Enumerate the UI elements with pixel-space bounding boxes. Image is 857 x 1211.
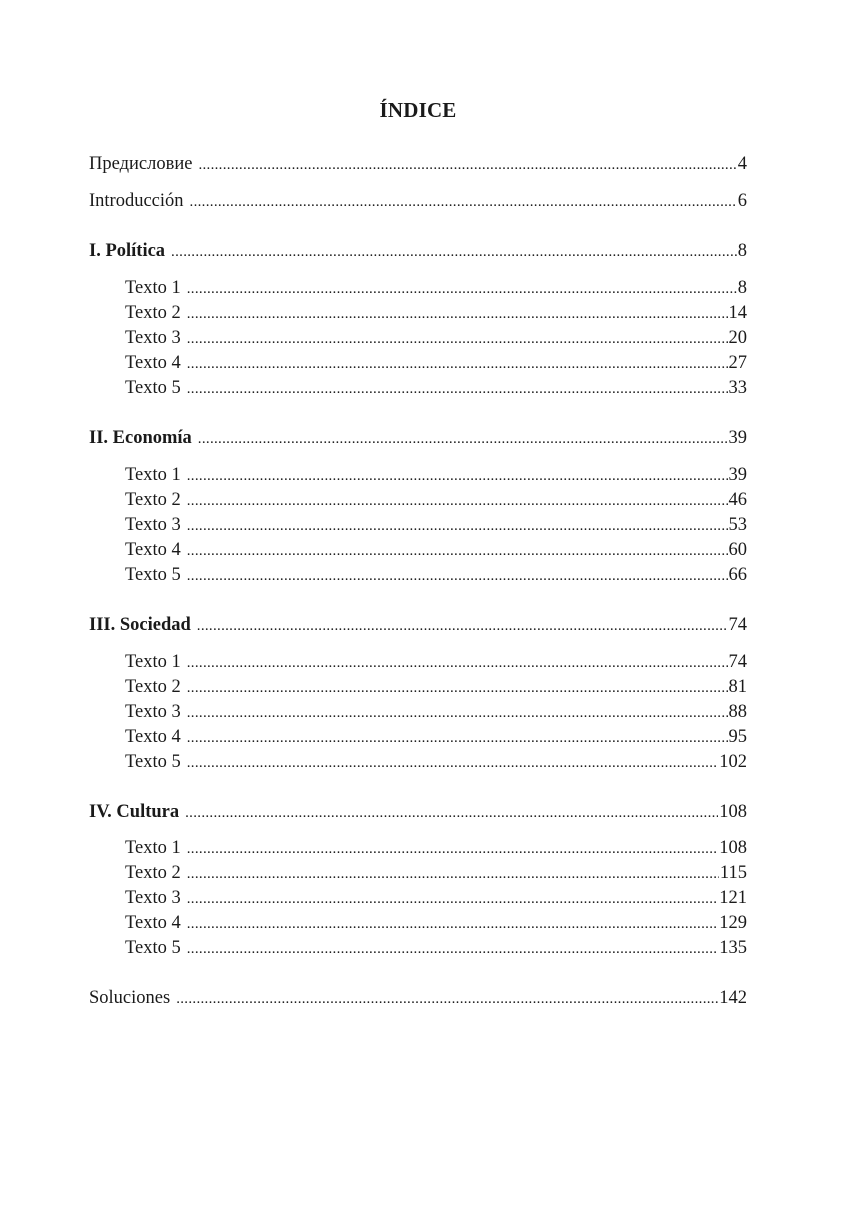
toc-page-number: 115: [719, 863, 747, 883]
toc-section-label: IV. Cultura: [89, 802, 180, 822]
dot-leader: [198, 153, 736, 178]
dot-leader: [187, 751, 719, 776]
dot-leader: [187, 564, 728, 589]
dot-leader: [190, 190, 737, 215]
toc-item[interactable]: [125, 911, 747, 936]
toc-page-number: 81: [728, 677, 747, 697]
dot-leader: [187, 701, 728, 726]
toc-page-number: 4: [737, 154, 747, 174]
toc-page-number: 74: [728, 615, 747, 635]
dot-leader: [187, 887, 719, 912]
toc-page-number: 142: [719, 988, 747, 1008]
dot-leader: [187, 377, 728, 402]
toc-item-label: Texto 5: [125, 938, 181, 958]
dot-leader: [187, 862, 719, 887]
toc-item[interactable]: [125, 563, 747, 588]
toc-entry-soluciones[interactable]: [89, 986, 747, 1011]
toc-item[interactable]: [125, 750, 747, 775]
toc-item-label: Texto 4: [125, 540, 181, 560]
toc-page-number: 74: [728, 652, 747, 672]
toc-section-label: I. Política: [89, 241, 166, 261]
toc-item-label: Texto 5: [125, 565, 181, 585]
dot-leader: [187, 302, 728, 327]
toc-item[interactable]: [125, 538, 747, 563]
toc-section-politica[interactable]: [89, 239, 747, 264]
toc-item-label: Texto 1: [125, 652, 181, 672]
dot-leader: [187, 539, 728, 564]
toc-item[interactable]: [125, 725, 747, 750]
toc-item[interactable]: [125, 276, 747, 301]
dot-leader: [171, 240, 737, 265]
toc-item[interactable]: [125, 326, 747, 351]
dot-leader: [187, 912, 719, 937]
dot-leader: [187, 514, 728, 539]
toc-item[interactable]: [125, 886, 747, 911]
dot-leader: [187, 352, 728, 377]
dot-leader: [187, 651, 728, 676]
toc-item[interactable]: [125, 650, 747, 675]
toc-item-label: Texto 2: [125, 303, 181, 323]
toc-item-label: Texto 2: [125, 863, 181, 883]
toc-item-label: Texto 3: [125, 515, 181, 535]
toc-page-number: 14: [728, 303, 747, 323]
toc-item-label: Texto 1: [125, 838, 181, 858]
toc-item[interactable]: [125, 351, 747, 376]
toc-entry-introduction[interactable]: [89, 189, 747, 214]
toc-item-label: Texto 5: [125, 378, 181, 398]
toc-entry-label: Предисловие: [89, 154, 193, 174]
toc-entry-label: Introducción: [89, 191, 184, 211]
toc-page-number: 88: [728, 702, 747, 722]
toc-item-label: Texto 3: [125, 328, 181, 348]
toc-page-number: 102: [719, 752, 747, 772]
toc-page-number: 27: [728, 353, 747, 373]
toc-item[interactable]: [125, 376, 747, 401]
dot-leader: [187, 676, 728, 701]
toc-page-number: 60: [728, 540, 747, 560]
toc-entry-preface[interactable]: [89, 152, 747, 177]
toc-item-label: Texto 2: [125, 490, 181, 510]
toc-page-number: 66: [728, 565, 747, 585]
toc-item-label: Texto 4: [125, 913, 181, 933]
toc-item-label: Texto 4: [125, 353, 181, 373]
toc-page-number: 108: [719, 802, 747, 822]
toc-page-number: 6: [737, 191, 747, 211]
toc-section-label: II. Economía: [89, 428, 192, 448]
toc-page-number: 39: [728, 465, 747, 485]
dot-leader: [176, 987, 718, 1012]
dot-leader: [187, 726, 728, 751]
toc-item[interactable]: [125, 861, 747, 886]
toc-page-number: 8: [737, 278, 747, 298]
dot-leader: [187, 327, 728, 352]
toc-item-label: Texto 4: [125, 727, 181, 747]
toc-page-number: 8: [737, 241, 747, 261]
page-title: ÍNDICE: [379, 98, 457, 122]
toc-entry-label: Soluciones: [89, 988, 171, 1008]
toc-item[interactable]: [125, 700, 747, 725]
toc-item[interactable]: [125, 836, 747, 861]
dot-leader: [187, 837, 719, 862]
toc-page-number: 129: [719, 913, 747, 933]
toc-item-label: Texto 5: [125, 752, 181, 772]
toc-page-number: 20: [728, 328, 747, 348]
dot-leader: [187, 464, 728, 489]
toc-item-label: Texto 1: [125, 278, 181, 298]
toc-page-number: 33: [728, 378, 747, 398]
toc-item-label: Texto 2: [125, 677, 181, 697]
toc-section-sociedad[interactable]: [89, 613, 747, 638]
dot-leader: [187, 937, 719, 962]
toc-section-economia[interactable]: [89, 426, 747, 451]
toc-page-number: 135: [719, 938, 747, 958]
toc-item[interactable]: [125, 675, 747, 700]
dot-leader: [187, 277, 737, 302]
toc-page-number: 121: [719, 888, 747, 908]
toc-item[interactable]: [125, 936, 747, 961]
toc-item[interactable]: [125, 513, 747, 538]
toc-page-number: 53: [728, 515, 747, 535]
toc-item[interactable]: [125, 488, 747, 513]
toc-item[interactable]: [125, 463, 747, 488]
toc-item-label: Texto 3: [125, 888, 181, 908]
dot-leader: [187, 489, 728, 514]
toc-section-label: III. Sociedad: [89, 615, 191, 635]
toc-page-number: 39: [728, 428, 747, 448]
dot-leader: [198, 427, 728, 452]
dot-leader: [197, 614, 728, 639]
toc-item-label: Texto 1: [125, 465, 181, 485]
toc-item-label: Texto 3: [125, 702, 181, 722]
dot-leader: [185, 801, 718, 826]
toc-item[interactable]: [125, 301, 747, 326]
toc-page-number: 95: [728, 727, 747, 747]
toc-section-cultura[interactable]: [89, 800, 747, 825]
toc-page-number: 46: [728, 490, 747, 510]
toc-page-number: 108: [719, 838, 747, 858]
